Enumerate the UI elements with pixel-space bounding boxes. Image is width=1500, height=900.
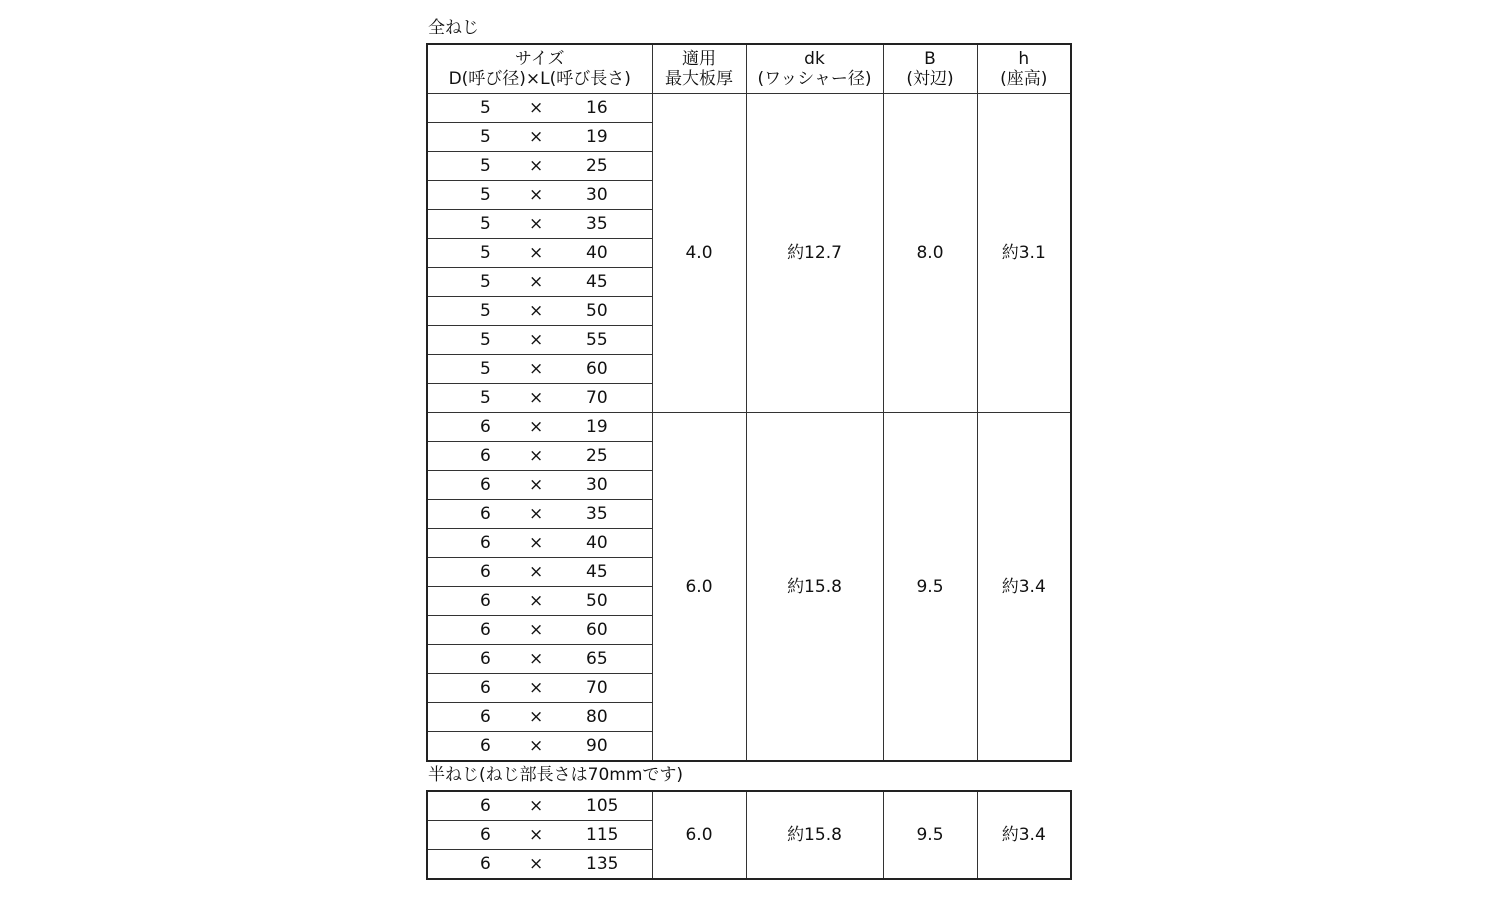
times-symbol: ×: [529, 736, 544, 756]
diameter-value: 6: [480, 504, 491, 524]
b-value: 9.5: [883, 791, 977, 879]
diameter-value: 5: [480, 243, 491, 263]
header-size-line2: D(呼び径)×L(呼び長さ): [448, 69, 631, 89]
size-cell: [427, 297, 652, 326]
diameter-value: 5: [480, 359, 491, 379]
diameter-value: 6: [480, 533, 491, 553]
diameter-value: 5: [480, 330, 491, 350]
times-symbol: ×: [529, 98, 544, 118]
times-symbol: ×: [529, 678, 544, 698]
full-thread-caption: 全ねじ: [428, 18, 479, 38]
diameter-value: 6: [480, 707, 491, 727]
size-cell: [427, 587, 652, 616]
size-cell: [427, 210, 652, 239]
full-thread-body: [427, 94, 1071, 762]
times-symbol: ×: [529, 417, 544, 437]
times-symbol: ×: [529, 214, 544, 234]
header-dk-line2: (ワッシャー径): [757, 69, 872, 89]
header-row: [427, 44, 1071, 94]
length-value: 35: [586, 504, 608, 524]
header-h: [977, 44, 1071, 94]
diameter-value: 6: [480, 475, 491, 495]
plate-value: 6.0: [652, 413, 746, 762]
dk-value: 約15.8: [746, 413, 883, 762]
diameter-value: 5: [480, 98, 491, 118]
dk-value: 約12.7: [746, 94, 883, 413]
length-value: 70: [586, 388, 608, 408]
size-cell: [427, 529, 652, 558]
size-cell: [427, 268, 652, 297]
half-thread-caption: 半ねじ(ねじ部長さは70mmです): [428, 765, 684, 785]
diameter-value: 5: [480, 185, 491, 205]
size-cell: [427, 181, 652, 210]
half-thread-body: [427, 791, 1071, 879]
plate-value: 4.0: [652, 94, 746, 413]
size-cell: [427, 239, 652, 268]
length-value: 30: [586, 185, 608, 205]
length-value: 90: [586, 736, 608, 756]
b-value: 9.5: [883, 413, 977, 762]
times-symbol: ×: [529, 359, 544, 379]
size-cell: [427, 442, 652, 471]
header-plate-line1: 適用: [682, 49, 716, 69]
diameter-value: 6: [480, 446, 491, 466]
diameter-value: 5: [480, 156, 491, 176]
plate-value: 6.0: [652, 791, 746, 879]
h-value: 約3.1: [977, 94, 1071, 413]
size-cell: [427, 732, 652, 762]
size-cell: [427, 674, 652, 703]
length-value: 30: [586, 475, 608, 495]
length-value: 50: [586, 591, 608, 611]
times-symbol: ×: [529, 620, 544, 640]
size-cell: [427, 645, 652, 674]
size-cell: [427, 384, 652, 413]
length-value: 65: [586, 649, 608, 669]
times-symbol: ×: [529, 825, 544, 845]
times-symbol: ×: [529, 330, 544, 350]
header-h-line1: h: [1018, 49, 1030, 69]
times-symbol: ×: [529, 156, 544, 176]
header-plate-line2: 最大板厚: [665, 69, 733, 89]
times-symbol: ×: [529, 854, 544, 874]
header-size-line1: サイズ: [514, 49, 565, 69]
times-symbol: ×: [529, 649, 544, 669]
dk-value: 約15.8: [746, 791, 883, 879]
length-value: 45: [586, 562, 608, 582]
length-value: 115: [586, 825, 619, 845]
header-b: [883, 44, 977, 94]
diameter-value: 5: [480, 301, 491, 321]
b-value: 8.0: [883, 94, 977, 413]
diameter-value: 6: [480, 591, 491, 611]
size-cell: [427, 94, 652, 123]
size-cell: [427, 326, 652, 355]
diameter-value: 6: [480, 736, 491, 756]
size-cell: [427, 703, 652, 732]
header-b-line2: (対辺): [906, 69, 954, 89]
diameter-value: 6: [480, 562, 491, 582]
diameter-value: 5: [480, 388, 491, 408]
length-value: 50: [586, 301, 608, 321]
size-cell: [427, 413, 652, 442]
size-cell: [427, 850, 652, 880]
times-symbol: ×: [529, 562, 544, 582]
size-cell: [427, 152, 652, 181]
diameter-value: 6: [480, 649, 491, 669]
length-value: 16: [586, 98, 608, 118]
length-value: 105: [586, 796, 619, 816]
diameter-value: 6: [480, 417, 491, 437]
size-cell: [427, 500, 652, 529]
times-symbol: ×: [529, 504, 544, 524]
size-cell: [427, 471, 652, 500]
header-plate: [652, 44, 746, 94]
h-value: 約3.4: [977, 791, 1071, 879]
times-symbol: ×: [529, 707, 544, 727]
header-size: [427, 44, 652, 94]
diameter-value: 6: [480, 620, 491, 640]
length-value: 19: [586, 127, 608, 147]
size-cell: [427, 355, 652, 384]
diameter-value: 5: [480, 214, 491, 234]
half-thread-table: [426, 790, 1072, 880]
length-value: 35: [586, 214, 608, 234]
diameter-value: 6: [480, 678, 491, 698]
length-value: 60: [586, 359, 608, 379]
times-symbol: ×: [529, 243, 544, 263]
diameter-value: 6: [480, 854, 491, 874]
times-symbol: ×: [529, 127, 544, 147]
times-symbol: ×: [529, 272, 544, 292]
times-symbol: ×: [529, 301, 544, 321]
diameter-value: 5: [480, 272, 491, 292]
length-value: 25: [586, 446, 608, 466]
times-symbol: ×: [529, 475, 544, 495]
table-row: [427, 791, 1071, 821]
header-dk: [746, 44, 883, 94]
length-value: 55: [586, 330, 608, 350]
times-symbol: ×: [529, 796, 544, 816]
table-row: [427, 94, 1071, 123]
length-value: 40: [586, 243, 608, 263]
header-b-line1: B: [924, 49, 936, 69]
size-cell: [427, 558, 652, 587]
length-value: 19: [586, 417, 608, 437]
header-dk-line1: dk: [804, 49, 825, 69]
length-value: 60: [586, 620, 608, 640]
length-value: 40: [586, 533, 608, 553]
times-symbol: ×: [529, 591, 544, 611]
times-symbol: ×: [529, 388, 544, 408]
times-symbol: ×: [529, 185, 544, 205]
length-value: 70: [586, 678, 608, 698]
diameter-value: 6: [480, 825, 491, 845]
header-h-line2: (座高): [1000, 69, 1048, 89]
times-symbol: ×: [529, 446, 544, 466]
h-value: 約3.4: [977, 413, 1071, 762]
size-cell: [427, 123, 652, 152]
length-value: 45: [586, 272, 608, 292]
full-thread-table: [426, 43, 1072, 762]
size-cell: [427, 821, 652, 850]
size-cell: [427, 791, 652, 821]
length-value: 80: [586, 707, 608, 727]
length-value: 25: [586, 156, 608, 176]
times-symbol: ×: [529, 533, 544, 553]
diameter-value: 6: [480, 796, 491, 816]
length-value: 135: [586, 854, 619, 874]
table-row: [427, 413, 1071, 442]
diameter-value: 5: [480, 127, 491, 147]
size-cell: [427, 616, 652, 645]
